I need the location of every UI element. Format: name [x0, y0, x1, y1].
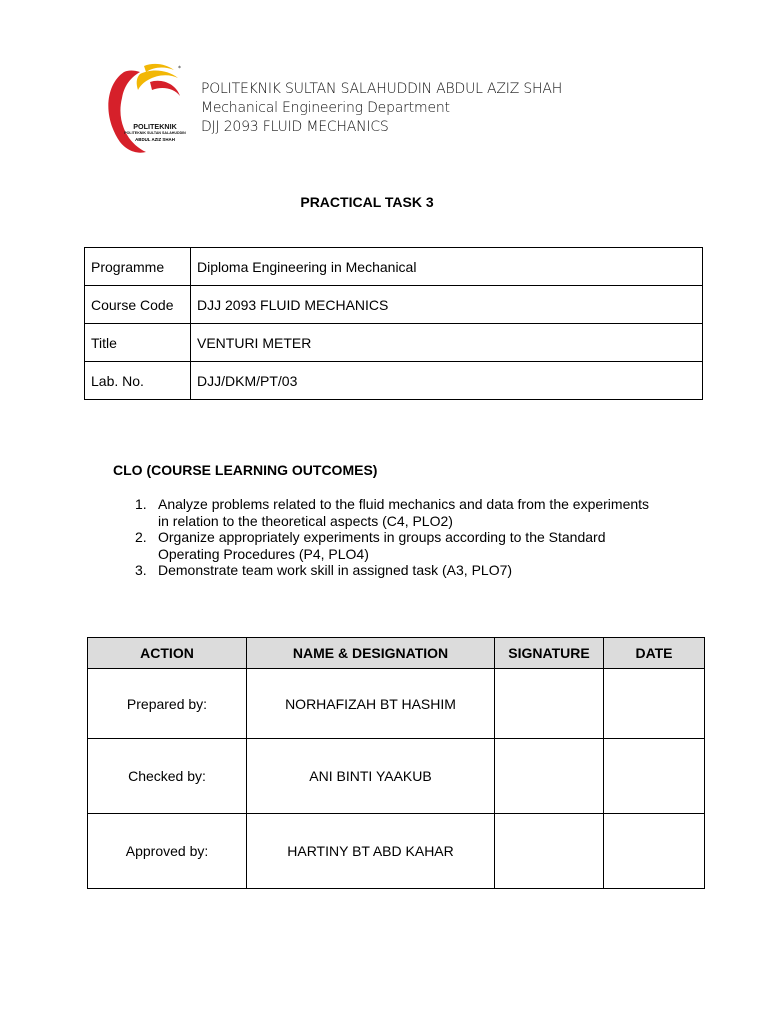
date-cell	[604, 669, 705, 739]
approval-row-approved	[88, 814, 705, 889]
action-cell: Checked by:	[88, 739, 247, 814]
info-row-lab-no	[85, 362, 703, 400]
clo-list	[132, 496, 692, 579]
clo-item	[132, 496, 692, 529]
clo-item	[132, 529, 692, 562]
clo-item-number: 3.	[135, 562, 147, 578]
logo-subtext-1: POLITEKNIK SULTAN SALAHUDDIN	[124, 131, 186, 135]
name-cell: HARTINY BT ABD KAHAR	[247, 814, 495, 889]
clo-item-number: 2.	[135, 529, 147, 545]
logo-wordmark: POLITEKNIK	[133, 122, 177, 131]
info-label: Course Code	[85, 286, 191, 324]
column-header-name: NAME & DESIGNATION	[247, 638, 495, 669]
info-row-title	[85, 324, 703, 362]
approval-row-checked	[88, 739, 705, 814]
info-label: Programme	[85, 248, 191, 286]
clo-item-line: Demonstrate team work skill in assigned task (A3, PLO7)	[158, 562, 513, 578]
name-cell: NORHAFIZAH BT HASHIM	[247, 669, 495, 739]
date-cell	[604, 739, 705, 814]
info-table	[84, 247, 703, 400]
info-label: Lab. No.	[85, 362, 191, 400]
signature-cell	[495, 669, 604, 739]
course-name: DJJ 2093 FLUID MECHANICS	[201, 119, 389, 135]
approval-row-prepared	[88, 669, 705, 739]
svg-text:*: *	[178, 65, 181, 72]
info-value: DJJ/DKM/PT/03	[191, 362, 703, 400]
info-value: Diploma Engineering in Mechanical	[191, 248, 703, 286]
info-row-programme	[85, 248, 703, 286]
column-header-date: DATE	[604, 638, 705, 669]
clo-item-line: in relation to the theoretical aspects (C4, PLO2)	[158, 512, 453, 529]
clo-item	[132, 562, 692, 579]
signature-cell	[495, 814, 604, 889]
document-title: PRACTICAL TASK 3	[300, 194, 434, 210]
info-value: DJJ 2093 FLUID MECHANICS	[191, 286, 703, 324]
info-label: Title	[85, 324, 191, 362]
department-name: Mechanical Engineering Department	[201, 100, 450, 116]
action-cell: Approved by:	[88, 814, 247, 889]
info-row-course-code	[85, 286, 703, 324]
signature-cell	[495, 739, 604, 814]
date-cell	[604, 814, 705, 889]
info-value: VENTURI METER	[191, 324, 703, 362]
column-header-action: ACTION	[88, 638, 247, 669]
clo-item-line: Operating Procedures (P4, PLO4)	[158, 545, 369, 562]
action-cell: Prepared by:	[88, 669, 247, 739]
clo-item-number: 1.	[135, 496, 147, 512]
approval-table	[87, 637, 705, 889]
name-cell: ANI BINTI YAAKUB	[247, 739, 495, 814]
approval-header-row	[88, 638, 705, 669]
institution-name: POLITEKNIK SULTAN SALAHUDDIN ABDUL AZIZ SHAH	[201, 81, 563, 97]
column-header-signature: SIGNATURE	[495, 638, 604, 669]
clo-item-line: Organize appropriately experiments in groups according to the Standard	[158, 529, 606, 545]
clo-heading: CLO (COURSE LEARNING OUTCOMES)	[113, 462, 378, 478]
logo-subtext-2: ABDUL AZIZ SHAH	[135, 137, 175, 142]
clo-item-line: Analyze problems related to the fluid mechanics and data from the experiments	[158, 496, 650, 512]
